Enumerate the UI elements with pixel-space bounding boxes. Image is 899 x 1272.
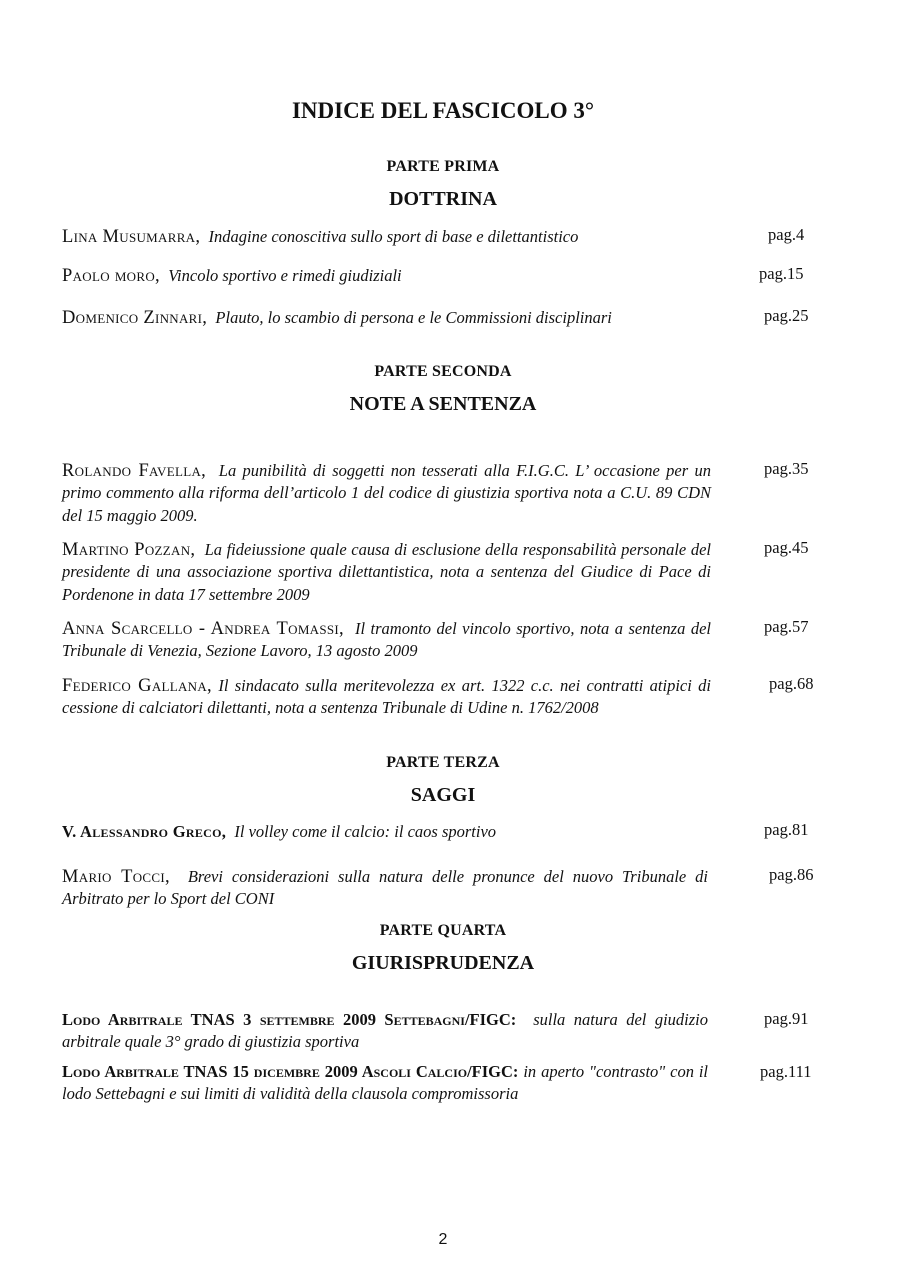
entry-author: Domenico Zinnari, [62, 308, 208, 328]
entry-title: Il tramonto del vincolo sportivo, nota a sentenza del Tribunale di Venezia, Sezione Lavoro, 13 agosto 2009 [62, 619, 711, 661]
entry-page: pag.86 [769, 865, 814, 884]
entry-author: V. Alessandro Greco, [62, 822, 227, 841]
entry-author: Paolo moro, [62, 266, 160, 286]
section-heading-note-a-sentenza: NOTE A SENTENZA [349, 393, 537, 415]
entry-author: Lodo Arbitrale TNAS 3 settembre 2009 Settebagni/FIGC: [62, 1010, 517, 1029]
entry-page: pag.111 [760, 1062, 812, 1081]
entry-title: Brevi considerazioni sulla natura delle pronunce del nuovo Tribunale di Arbitrato per lo Sport del CONI [62, 867, 709, 909]
entry-page: pag.15 [759, 264, 804, 283]
toc-entry [62, 675, 711, 720]
entry-page: pag.91 [764, 1009, 809, 1028]
part-heading-quarta: PARTE QUARTA [379, 922, 507, 939]
section-heading-dottrina: DOTTRINA [389, 188, 497, 210]
toc-entry [62, 1061, 708, 1106]
entry-author: Mario Tocci, [62, 867, 170, 887]
entry-author: Martino Pozzan, [62, 540, 196, 560]
entry-title: Vincolo sportivo e rimedi giudiziali [168, 266, 402, 285]
entry-page: pag.4 [768, 225, 805, 244]
entry-page: pag.35 [764, 459, 809, 478]
toc-entry [62, 460, 711, 527]
toc-entry [62, 226, 711, 248]
entry-title: Plauto, lo scambio di persona e le Commissioni disciplinari [215, 308, 612, 327]
part-heading-prima: PARTE PRIMA [386, 158, 500, 175]
toc-entry [62, 307, 711, 329]
toc-entry [62, 1009, 708, 1054]
entry-title: Indagine conoscitiva sullo sport di base e dilettantistico [208, 227, 579, 246]
entry-page: pag.25 [764, 306, 809, 325]
entry-page: pag.68 [769, 674, 814, 693]
entry-title: in aperto "contrasto" con il lodo Settebagni e sui limiti di validità della clausola compromissoria [62, 1062, 709, 1104]
entry-author: Lina Musumarra, [62, 227, 201, 247]
toc-entry [62, 539, 711, 606]
entry-title: La fideiussione quale causa di esclusione della responsabilità personale del presidente di una associazione sportiva dilettantistica, nota a sentenza del Giudice di Pace di Pordenone in data 17 settembre 2009 [62, 540, 712, 604]
entry-title: La punibilità di soggetti non tesserati alla F.I.G.C. L’ occasione per un primo commento alla riforma dell’articolo 1 del codice di giustizia sportiva nota a C.U. 89 CDN del 15 maggio 2009. [62, 461, 712, 525]
entry-author: Federico Gallana, [62, 676, 212, 696]
part-heading-seconda: PARTE SECONDA [374, 363, 512, 380]
section-heading-giurisprudenza: GIURISPRUDENZA [351, 952, 535, 974]
toc-entry [62, 265, 711, 287]
toc-entry [62, 866, 708, 911]
entry-author: Rolando Favella, [62, 461, 207, 481]
part-heading-terza: PARTE TERZA [386, 754, 500, 771]
section-heading-saggi: SAGGI [410, 784, 476, 806]
toc-entry [62, 821, 711, 843]
entry-page: pag.81 [764, 820, 809, 839]
entry-title: sulla natura del giudizio arbitrale quale 3° grado di giustizia sportiva [62, 1010, 708, 1052]
entry-title: Il volley come il calcio: il caos sportivo [234, 822, 497, 841]
page-title: INDICE DEL FASCICOLO 3° [291, 98, 595, 123]
page-number: 2 [438, 1231, 448, 1248]
entry-author: Lodo Arbitrale TNAS 15 dicembre 2009 Ascoli Calcio/FIGC: [62, 1062, 519, 1081]
entry-page: pag.45 [764, 538, 809, 557]
toc-entry [62, 618, 711, 663]
entry-author: Anna Scarcello - Andrea Tomassi, [62, 619, 344, 639]
entry-title: Il sindacato sulla meritevolezza ex art. 1322 c.c. nei contratti atipici di cessione di calciatori dilettanti, nota a sentenza Tribunale di Udine n. 1762/2008 [62, 676, 712, 718]
entry-page: pag.57 [764, 617, 809, 636]
